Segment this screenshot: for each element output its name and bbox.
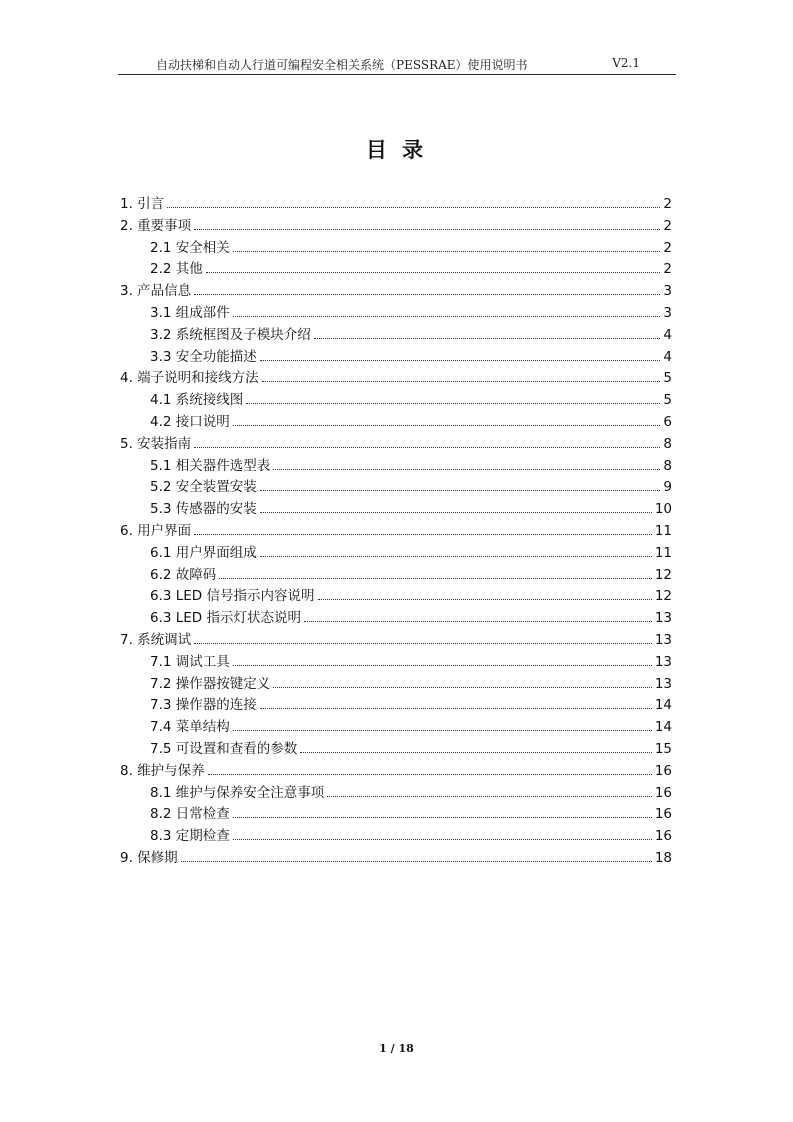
toc-entry-label: 9. 保修期	[120, 849, 178, 866]
toc-entry[interactable]	[120, 630, 672, 652]
toc-dot-leader	[167, 196, 660, 208]
toc-dot-leader	[194, 632, 652, 644]
toc-entry-label: 6. 用户界面	[120, 522, 192, 539]
toc-dot-leader	[300, 741, 652, 753]
toc-entry[interactable]	[120, 499, 672, 521]
toc-entry-label: 6.3 LED 信号指示内容说明	[150, 588, 315, 605]
table-of-contents	[120, 194, 672, 870]
toc-entry-label: 8.2 日常检查	[150, 806, 230, 823]
toc-dot-leader	[208, 763, 652, 775]
toc-entry[interactable]	[120, 477, 672, 499]
toc-entry[interactable]	[120, 325, 672, 347]
toc-entry-page-number: 5	[663, 392, 672, 409]
toc-entry-label: 5. 安装指南	[120, 435, 192, 452]
toc-dot-leader	[246, 392, 660, 404]
toc-entry-page-number: 14	[654, 697, 672, 714]
toc-dot-leader	[327, 785, 652, 797]
toc-entry[interactable]	[120, 565, 672, 587]
toc-entry-page-number: 15	[654, 740, 672, 757]
toc-entry-page-number: 12	[654, 566, 672, 583]
toc-dot-leader	[273, 676, 652, 688]
toc-entry-label: 6.3 LED 指示灯状态说明	[150, 610, 301, 627]
toc-entry-page-number: 4	[663, 326, 672, 343]
toc-entry-label: 4.1 系统接线图	[150, 392, 244, 409]
toc-dot-leader	[194, 523, 652, 535]
toc-entry-page-number: 2	[663, 217, 672, 234]
toc-entry[interactable]	[120, 717, 672, 739]
toc-entry-page-number: 6	[663, 413, 672, 430]
page-header	[118, 52, 676, 75]
toc-dot-leader	[260, 349, 661, 361]
toc-entry-label: 1. 引言	[120, 196, 165, 212]
toc-entry-label: 5.2 安全装置安装	[150, 479, 257, 496]
toc-entry[interactable]	[120, 434, 672, 456]
toc-entry-label: 2.2 其他	[150, 261, 203, 278]
toc-entry-page-number: 11	[654, 544, 672, 561]
toc-dot-leader	[262, 370, 661, 382]
toc-entry-label: 8.3 定期检查	[150, 828, 230, 845]
toc-entry[interactable]	[120, 347, 672, 369]
toc-dot-leader	[304, 610, 652, 622]
toc-dot-leader	[260, 501, 652, 513]
toc-entry[interactable]	[120, 674, 672, 696]
page-indicator: 1 / 18	[379, 1042, 414, 1055]
toc-entry[interactable]	[120, 238, 672, 260]
toc-dot-leader	[233, 305, 661, 317]
toc-dot-leader	[260, 479, 661, 491]
toc-entry[interactable]	[120, 456, 672, 478]
toc-entry[interactable]	[120, 652, 672, 674]
toc-entry-page-number: 8	[663, 457, 672, 474]
toc-entry-page-number: 2	[663, 196, 672, 212]
toc-entry-label: 3.2 系统框图及子模块介绍	[150, 326, 311, 343]
toc-entry-label: 8. 维护与保养	[120, 762, 205, 779]
toc-dot-leader	[233, 719, 652, 731]
toc-entry-page-number: 18	[654, 849, 672, 866]
toc-entry-label: 7.4 菜单结构	[150, 719, 230, 736]
toc-entry-page-number: 13	[654, 631, 672, 648]
toc-entry-label: 5.1 相关器件选型表	[150, 457, 271, 474]
toc-entry-label: 3.1 组成部件	[150, 304, 230, 321]
toc-entry-page-number: 13	[654, 610, 672, 627]
toc-entry-page-number: 8	[663, 435, 672, 452]
toc-entry-page-number: 14	[654, 719, 672, 736]
toc-entry-label: 6.2 故障码	[150, 566, 217, 583]
toc-entry-page-number: 3	[663, 283, 672, 300]
toc-entry[interactable]	[120, 761, 672, 783]
toc-entry[interactable]	[120, 368, 672, 390]
toc-entry-label: 2. 重要事项	[120, 217, 192, 234]
toc-entry-page-number: 4	[663, 348, 672, 365]
toc-dot-leader	[233, 654, 652, 666]
toc-dot-leader	[206, 261, 661, 273]
toc-entry-label: 3. 产品信息	[120, 283, 192, 300]
toc-entry-label: 4.2 接口说明	[150, 413, 230, 430]
toc-entry-page-number: 16	[654, 806, 672, 823]
page-footer	[0, 1042, 793, 1055]
toc-dot-leader	[314, 327, 661, 339]
toc-entry-page-number: 2	[663, 239, 672, 256]
toc-entry[interactable]	[120, 608, 672, 630]
toc-entry-label: 5.3 传感器的安装	[150, 501, 257, 518]
toc-entry[interactable]	[120, 216, 672, 238]
toc-entry-page-number: 5	[663, 370, 672, 387]
header-title: 自动扶梯和自动人行道可编程安全相关系统（PESSRAE）使用说明书	[156, 58, 528, 72]
toc-entry[interactable]	[120, 586, 672, 608]
toc-entry-label: 7. 系统调试	[120, 631, 192, 648]
toc-entry[interactable]	[120, 783, 672, 805]
toc-dot-leader	[260, 697, 652, 709]
toc-dot-leader	[181, 850, 652, 862]
toc-entry-label: 7.2 操作器按键定义	[150, 675, 271, 692]
toc-dot-leader	[233, 828, 652, 840]
toc-entry-page-number: 12	[654, 588, 672, 605]
toc-entry-label: 8.1 维护与保养安全注意事项	[150, 784, 325, 801]
header-version: V2.1	[612, 56, 640, 70]
toc-entry[interactable]	[120, 303, 672, 325]
toc-dot-leader	[194, 283, 660, 295]
toc-entry[interactable]	[120, 848, 672, 870]
toc-dot-leader	[194, 436, 660, 448]
toc-entry[interactable]	[120, 412, 672, 434]
toc-entry-page-number: 13	[654, 653, 672, 670]
toc-entry-page-number: 11	[654, 522, 672, 539]
toc-entry[interactable]	[120, 259, 672, 281]
toc-entry-page-number: 13	[654, 675, 672, 692]
toc-dot-leader	[273, 458, 660, 470]
toc-entry-page-number: 16	[654, 784, 672, 801]
toc-entry[interactable]	[120, 804, 672, 826]
toc-entry-page-number: 10	[654, 501, 672, 518]
toc-entry-label: 7.1 调试工具	[150, 653, 230, 670]
toc-entry[interactable]	[120, 521, 672, 543]
toc-entry-label: 2.1 安全相关	[150, 239, 230, 256]
toc-dot-leader	[233, 240, 661, 252]
toc-entry-label: 7.3 操作器的连接	[150, 697, 257, 714]
toc-entry[interactable]	[120, 194, 672, 216]
document-title: 目 录	[365, 138, 428, 162]
toc-entry-label: 6.1 用户界面组成	[150, 544, 257, 561]
toc-dot-leader	[219, 567, 652, 579]
toc-dot-leader	[318, 588, 652, 600]
toc-dot-leader	[260, 545, 652, 557]
toc-entry-page-number: 3	[663, 304, 672, 321]
toc-entry-page-number: 16	[654, 828, 672, 845]
toc-entry[interactable]	[120, 826, 672, 848]
toc-entry-page-number: 2	[663, 261, 672, 278]
toc-entry-label: 4. 端子说明和接线方法	[120, 370, 259, 387]
toc-entry[interactable]	[120, 695, 672, 717]
toc-entry-label: 3.3 安全功能描述	[150, 348, 257, 365]
toc-dot-leader	[194, 218, 660, 230]
toc-dot-leader	[233, 414, 661, 426]
toc-entry[interactable]	[120, 543, 672, 565]
toc-entry[interactable]	[120, 281, 672, 303]
toc-entry-page-number: 16	[654, 762, 672, 779]
toc-dot-leader	[233, 806, 652, 818]
toc-entry-label: 7.5 可设置和查看的参数	[150, 740, 298, 757]
toc-entry-page-number: 9	[663, 479, 672, 496]
toc-entry[interactable]	[120, 739, 672, 761]
toc-entry[interactable]	[120, 390, 672, 412]
